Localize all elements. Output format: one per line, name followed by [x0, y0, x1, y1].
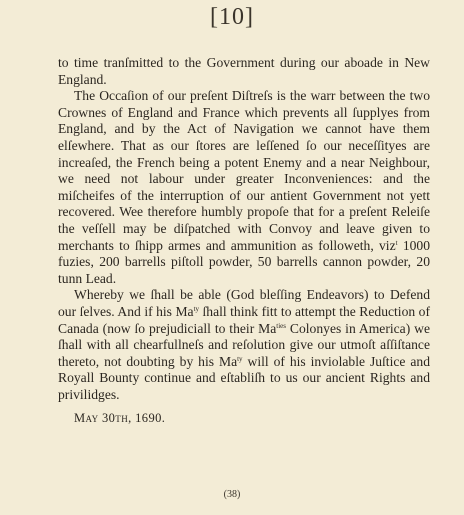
date-line: May 30th, 1690.	[74, 411, 166, 426]
paragraph-defense	[58, 287, 430, 403]
superscript: ties	[276, 321, 286, 330]
paragraph-text: Whereby we ſhall be able (God bleſſing Endeavors) to Defend our ſelves. And if his Ma	[58, 287, 430, 319]
superscript: ty	[237, 354, 243, 363]
paragraph-text: will of his inviolable Juſtice and Royall Bounty continue and eſtabliſh to us our ancient Rights and privilidges.	[58, 353, 430, 402]
paragraph-text: to time tranſmitted to the Government during our aboade in New England.	[58, 55, 430, 87]
paragraph-continuation	[58, 55, 430, 88]
superscript: t	[395, 238, 398, 247]
superscript: ty	[193, 304, 200, 313]
page-number: [10]	[210, 4, 254, 30]
paragraph-text: ſhall think fitt to attempt the Reduction of Canada (now ſo prejudiciall to their Ma	[58, 303, 430, 336]
paragraph-text: The Occaſion of our preſent Diſtreſs is the warr between the two Crownes of England and France which prevents all ſupplyes from England, and by the Act of Navigation we cannot have them elſewhere. That as our ſtores are leſſened ſo our neceſſityes are increaſed, the French being a potent Enemy and a near Neighbour, we need not labour under greater Inconveniences: and the miſcheifes of the interruption of our antient Government not yett recovered. Wee therefore humbly propoſe that for a preſent Releiſe the veſſell may be diſpatched with Convoy and leave given to merchants to ſhipp armes and ammunition as followeth, viz	[58, 88, 430, 253]
paragraph-text: Colonyes in America) we ſhall with all chearfullneſs and reſolution give our utmoſt aſſiſtance thereto, not doubting by his Ma	[58, 320, 431, 369]
footer-page-number: (38)	[223, 489, 241, 500]
paragraph-distress	[58, 88, 430, 287]
body-text	[58, 55, 430, 427]
paragraph-text: 1000 fuzies, 200 barrells piſtoll powder, 50 barrells cannon powder, 20 tunn Lead.	[58, 237, 431, 286]
